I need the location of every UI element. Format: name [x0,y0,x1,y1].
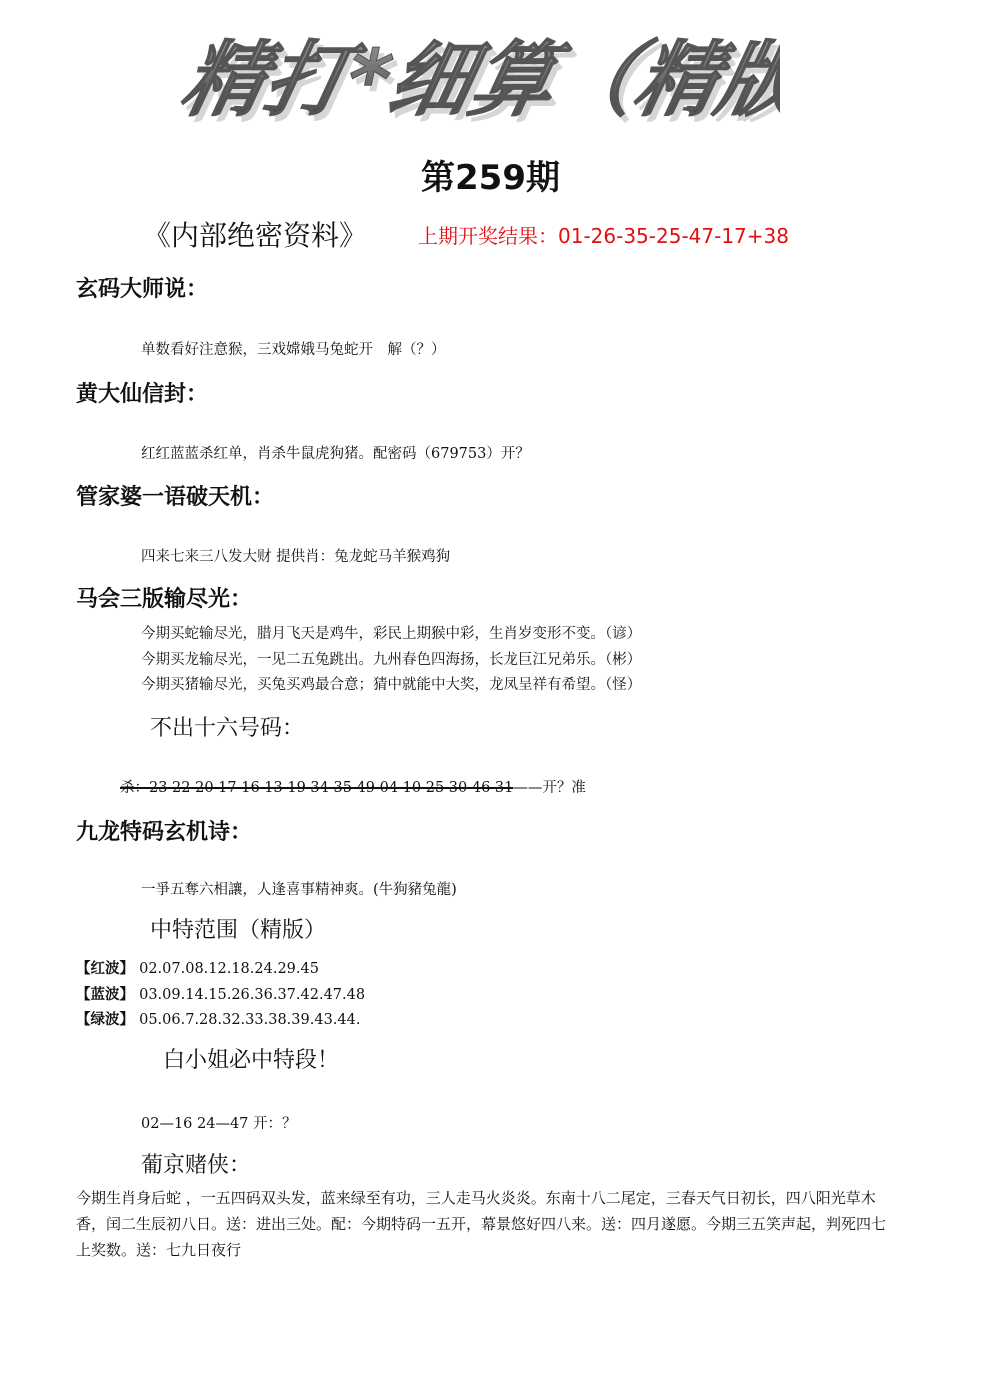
section-title-huangdaxian: 黄大仙信封： [76,381,209,407]
internal-label: 《内部绝密资料》 [143,219,368,252]
section-text-huangdaxian: 红红蓝蓝杀红单，肖杀牛鼠虎狗猪。配密码（679753）开？ [141,446,530,462]
section-title-guanjiapo: 管家婆一语破天机： [76,484,275,510]
section-title-buchu: 不出十六号码： [150,716,305,741]
killed-numbers: 杀：23 22 20 17 16 13 19 34 35 49 04 10 25 30 46 31 [120,780,514,796]
buchu-line [120,776,586,797]
issue-number: 第259期 [421,158,560,198]
logo-title [180,22,780,142]
section-text-xuanma: 单数看好注意猴，三戏嫦娥马兔蛇开 解（？） [141,342,446,358]
logo-graphic [180,22,780,142]
wave-label: 【绿波】 [76,1011,134,1028]
mahui-line-2: 今期买龙输尽光，一见二五兔跳出。九州春色四海扬，长龙巨江兄弟乐。（彬） [141,652,642,668]
logo-shadow: 精打*细算（精版） [180,37,780,134]
wave-row-green [76,1008,360,1029]
section-title-xuanma: 玄码大师说： [76,276,209,302]
buchu-suffix: ——开？准 [513,780,586,796]
wave-row-blue [76,983,365,1004]
wave-numbers: 02.07.08.12.18.24.29.45 [139,961,319,977]
section-text-guanjiapo: 四来七来三八发大财 提供肖：兔龙蛇马羊猴鸡狗 [141,549,451,565]
wave-label: 【红波】 [76,960,134,977]
mahui-line-3: 今期买猪输尽光，买兔买鸡最合意；猜中就能中大奖，龙凤呈祥有希望。（怪） [141,677,642,693]
section-title-fanwei: 中特范围（精版） [150,918,327,943]
section-text-bai: 02—16 24—47 开：？ [141,1116,297,1132]
section-text-pujing: 今期生肖身后蛇 ，一五四码双头发，蓝来绿至有功，三人走马火炎炎。东南十八二尾定，三春天气日初长，四八阳光草木香，闰二生辰初八日。送：进出三处。配：今期特码一五开，幕景悠好四八来。送：四月遂愿。今期三五笑声起，判死四七上奖数。送：七九日夜行 [76,1189,887,1259]
wave-numbers: 03.09.14.15.26.36.37.42.47.48 [139,987,366,1003]
last-result: 上期开奖结果：01-26-35-25-47-17+38 [418,224,789,248]
wave-numbers: 05.06.7.28.32.33.38.39.43.44. [139,1012,361,1028]
section-title-jiulong: 九龙特码玄机诗： [76,819,253,845]
section-title-bai: 白小姐必中特段！ [163,1048,340,1073]
wave-row-red [76,957,319,978]
logo-text: 精打*细算（精版） [180,31,780,128]
mahui-line-1: 今期买蛇输尽光，腊月飞天是鸡牛，彩民上期猴中彩，生肖岁变形不变。（谚） [141,626,642,642]
section-text-jiulong: 一爭五奪六相讓，人逢喜事精神爽。(牛狗豬兔龍) [141,882,457,898]
section-title-mahui: 马会三版输尽光： [76,586,253,612]
section-title-pujing: 葡京赌侠： [141,1153,252,1178]
wave-label: 【蓝波】 [76,986,134,1003]
